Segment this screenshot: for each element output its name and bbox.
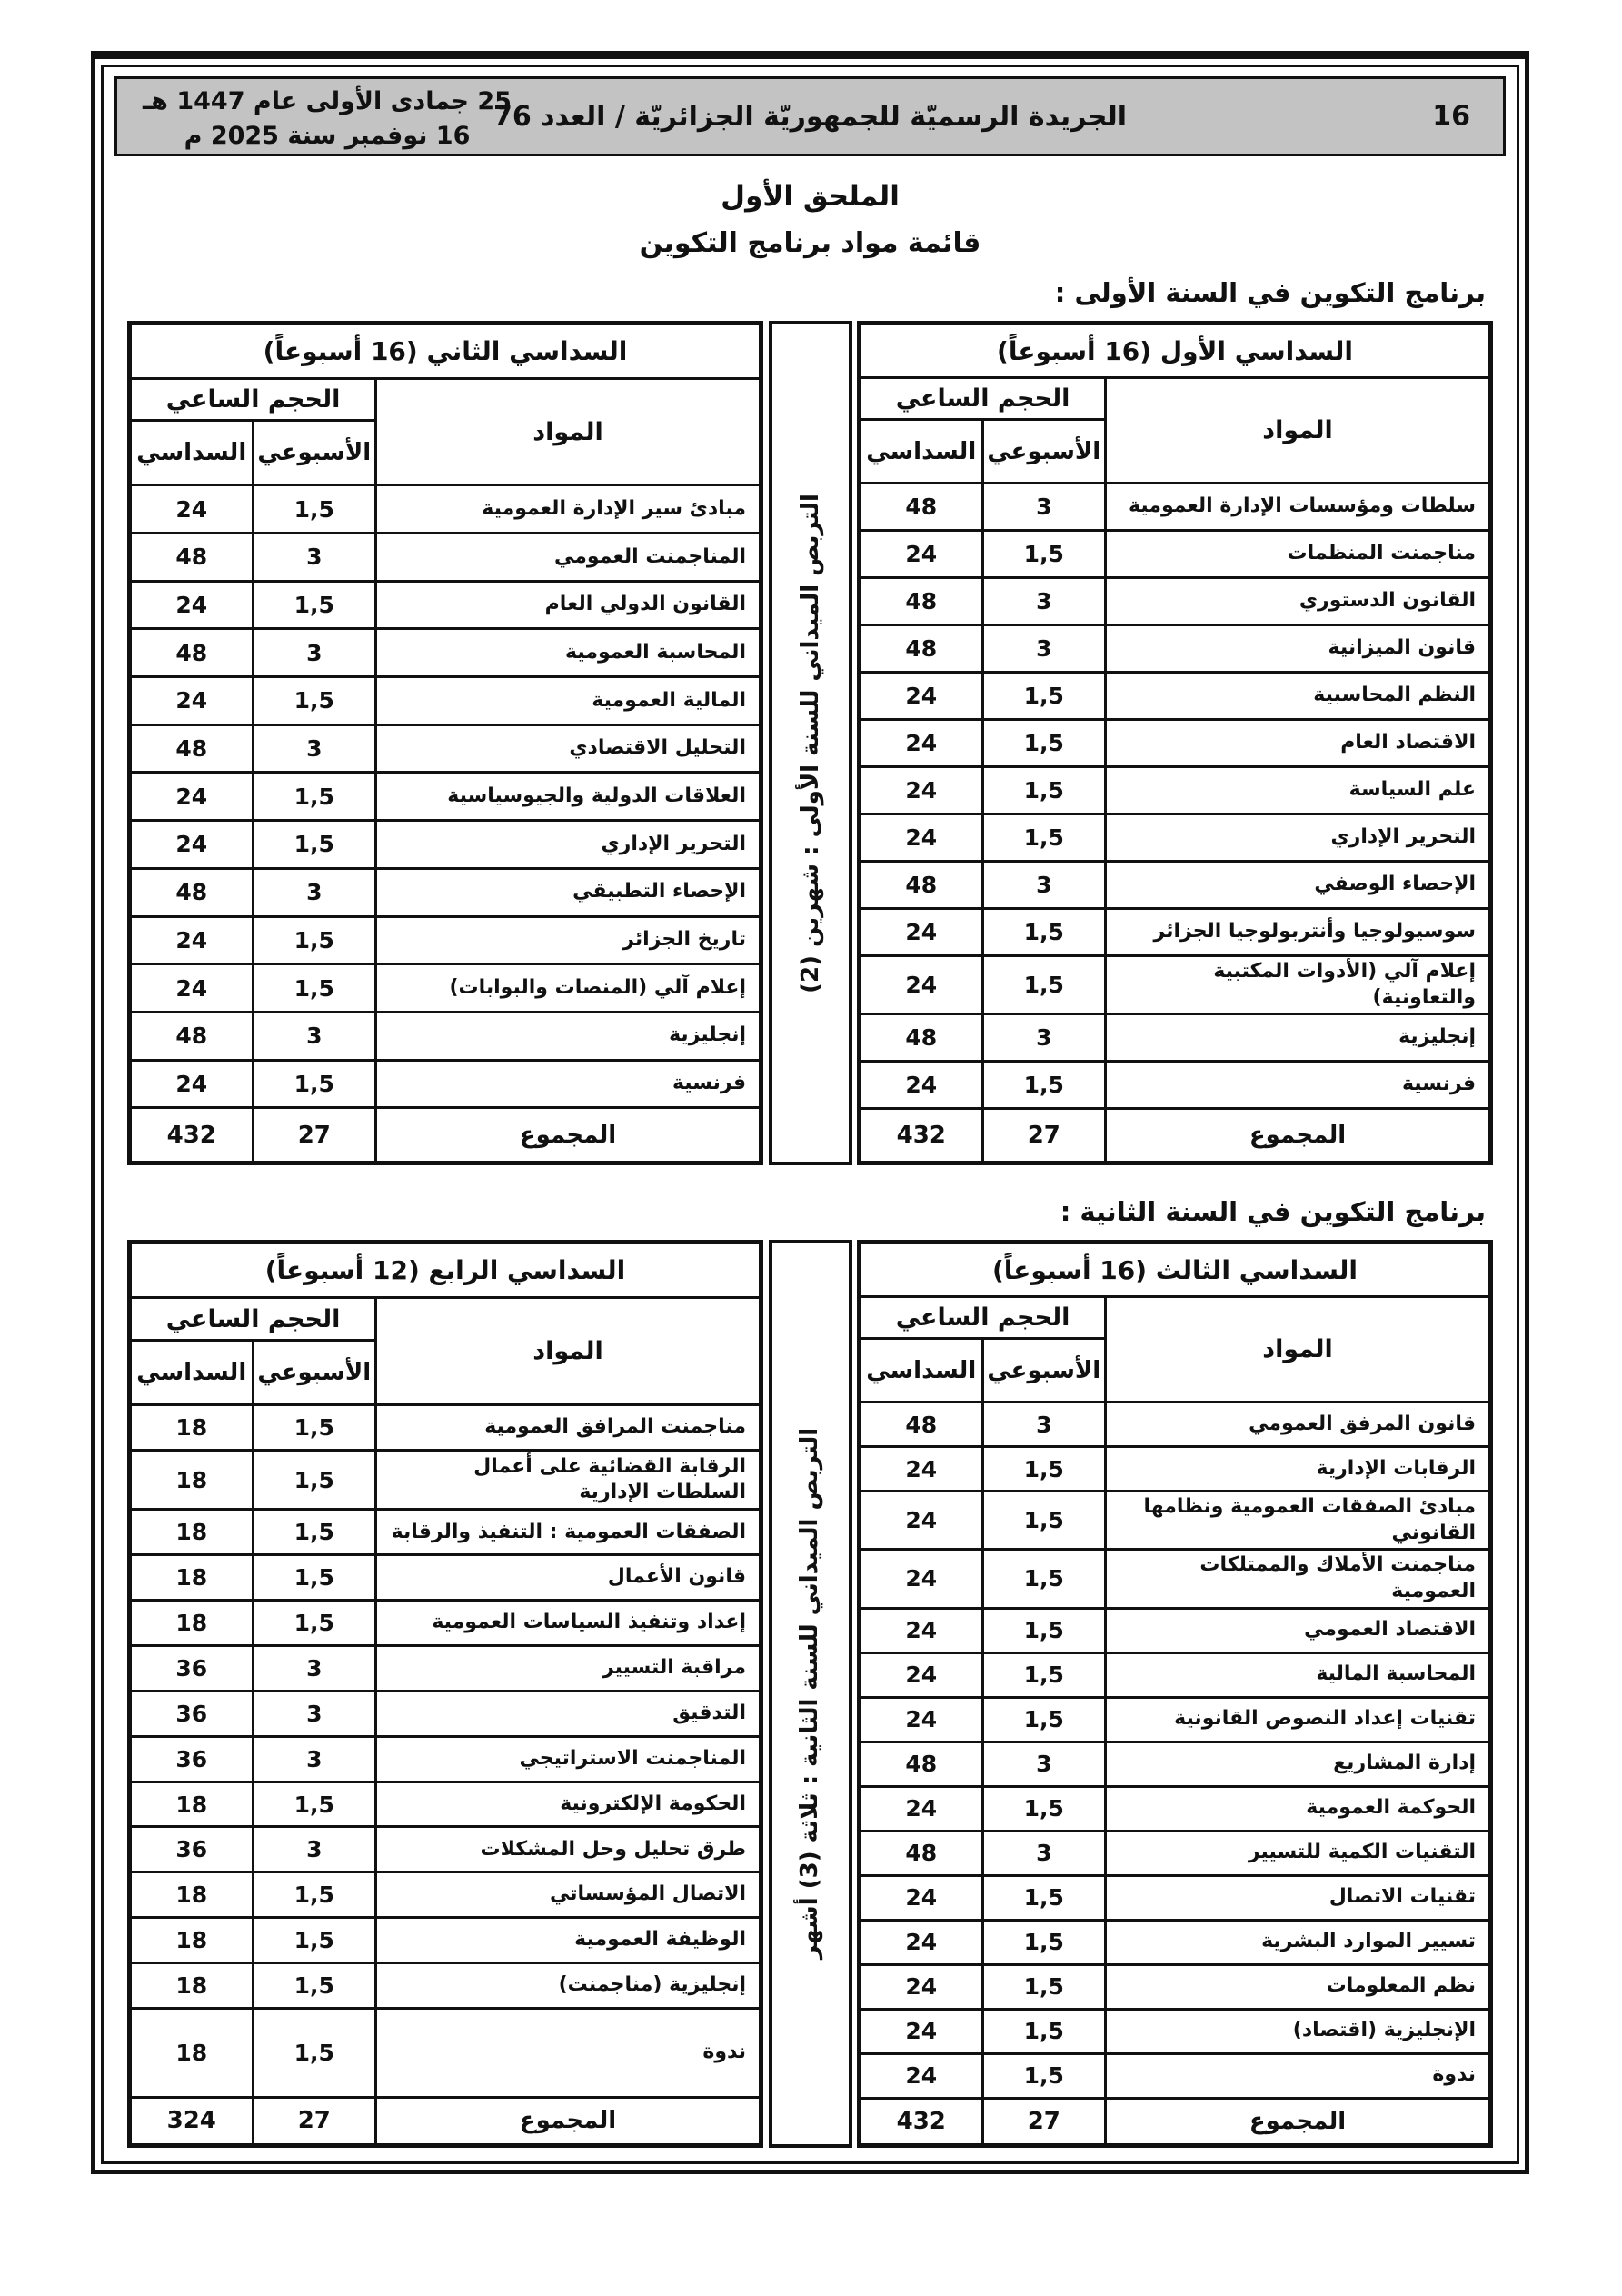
- subject-row: [860, 2053, 1491, 2098]
- subject-row: [860, 1742, 1491, 1786]
- weekly-hours-cell: 1,5: [253, 1782, 376, 1827]
- semester-hours-cell: 24: [130, 821, 254, 869]
- semester-hours-cell: 48: [130, 1012, 254, 1060]
- table-title: السداسي الثاني (16 أسبوعاً): [130, 324, 761, 379]
- weekly-hours-cell: 1,5: [253, 1555, 376, 1601]
- weekly-hours-cell: 1,5: [253, 1872, 376, 1918]
- weekly-hours-cell: 1,5: [982, 767, 1106, 814]
- semester-hours-cell: 48: [860, 1403, 983, 1447]
- subject-row: [860, 1831, 1491, 1875]
- weekly-hours-cell: 1,5: [253, 1451, 376, 1510]
- semester-hours-cell: 18: [130, 1555, 254, 1601]
- table-header-row-1: [130, 378, 761, 421]
- subject-row: [860, 673, 1491, 720]
- table-title-row: [860, 324, 1491, 378]
- subject-cell: القانون الدستوري: [1106, 578, 1491, 625]
- subject-cell: المحاسبة العمومية: [376, 629, 761, 677]
- weekly-hours-cell: 3: [982, 484, 1106, 531]
- subject-cell: فرنسية: [1106, 1062, 1491, 1109]
- subject-row: [130, 724, 761, 773]
- semester-hours-cell: 24: [860, 767, 983, 814]
- subject-cell: إنجليزية: [376, 1012, 761, 1060]
- weekly-hours-cell: 3: [253, 1827, 376, 1872]
- semester-hours-cell: 18: [130, 1963, 254, 2009]
- semester-hours-cell: 48: [860, 1014, 983, 1062]
- semester-hours-cell: 24: [860, 1447, 983, 1492]
- weekly-hours-cell: 3: [982, 625, 1106, 673]
- subject-row: [860, 578, 1491, 625]
- year-two-tables-row: [104, 1240, 1517, 2147]
- total-label-cell: المجموع: [376, 1108, 761, 1163]
- subject-cell: النظم المحاسبية: [1106, 673, 1491, 720]
- weekly-hours-cell: 3: [982, 862, 1106, 909]
- weekly-column-header: الأسبوعي: [253, 421, 376, 485]
- subject-cell: ندوة: [376, 2008, 761, 2097]
- semester-hours-cell: 24: [130, 485, 254, 534]
- semester-hours-cell: 24: [130, 677, 254, 725]
- semester-hours-cell: 24: [860, 720, 983, 767]
- subject-row: [130, 1736, 761, 1782]
- subject-row: [860, 625, 1491, 673]
- total-weekly-cell: 27: [253, 2097, 376, 2145]
- weekly-hours-cell: 1,5: [982, 909, 1106, 956]
- year-one-program-title: برنامج التكوين في السنة الأولى :: [1054, 277, 1486, 308]
- subject-cell: الاتصال المؤسساتي: [376, 1872, 761, 1918]
- semester-hours-cell: 18: [130, 1872, 254, 1918]
- semester-column-header: السداسي: [130, 421, 254, 485]
- weekly-hours-cell: 1,5: [982, 1652, 1106, 1697]
- subject-row: [130, 1601, 761, 1646]
- semester-hours-cell: 24: [860, 956, 983, 1014]
- subject-cell: فرنسية: [376, 1060, 761, 1108]
- total-weekly-cell: 27: [982, 2098, 1106, 2145]
- semester-hours-cell: 18: [130, 1405, 254, 1451]
- weekly-hours-cell: 3: [253, 724, 376, 773]
- subjects-column-header: المواد: [376, 378, 761, 485]
- weekly-hours-cell: 1,5: [982, 1964, 1106, 2009]
- semester-hours-cell: 36: [130, 1736, 254, 1782]
- subjects-column-header: المواد: [376, 1298, 761, 1405]
- weekly-hours-cell: 3: [982, 1742, 1106, 1786]
- semester-hours-cell: 24: [860, 1786, 983, 1831]
- subject-cell: التحرير الإداري: [1106, 814, 1491, 862]
- subject-cell: المناجمنت الاستراتيجي: [376, 1736, 761, 1782]
- semester-hours-cell: 24: [860, 1875, 983, 1920]
- subject-row: [860, 1920, 1491, 1964]
- semester-hours-cell: 48: [130, 724, 254, 773]
- semester-hours-cell: 18: [130, 2008, 254, 2097]
- subject-row: [130, 485, 761, 534]
- semester-hours-cell: 24: [860, 2053, 983, 2098]
- weekly-column-header: الأسبوعي: [253, 1341, 376, 1405]
- year-two-internship-strip: [769, 1240, 852, 2147]
- weekly-hours-cell: 1,5: [982, 1875, 1106, 1920]
- total-row: [130, 1108, 761, 1163]
- semester-one-table: [857, 321, 1493, 1165]
- subject-cell: مناجمنت المرافق العمومية: [376, 1405, 761, 1451]
- semester-hours-cell: 18: [130, 1451, 254, 1510]
- weekly-hours-cell: 1,5: [982, 531, 1106, 578]
- hourly-volume-header: الحجم الساعي: [860, 1297, 1106, 1339]
- total-row: [860, 2098, 1491, 2145]
- weekly-hours-cell: 1,5: [982, 2009, 1106, 2053]
- year-one-section: [104, 277, 1517, 1165]
- subject-row: [130, 916, 761, 964]
- weekly-hours-cell: 1,5: [253, 1405, 376, 1451]
- table-title: السداسي الرابع (12 أسبوعاً): [130, 1243, 761, 1298]
- subject-cell: إنجليزية: [1106, 1014, 1491, 1062]
- subject-cell: الحكومة الإلكترونية: [376, 1782, 761, 1827]
- total-label-cell: المجموع: [1106, 1109, 1491, 1163]
- semester-hours-cell: 48: [860, 625, 983, 673]
- subjects-column-header: المواد: [1106, 1297, 1491, 1403]
- weekly-hours-cell: 1,5: [982, 2053, 1106, 2098]
- weekly-column-header: الأسبوعي: [982, 1339, 1106, 1403]
- weekly-hours-cell: 1,5: [253, 485, 376, 534]
- year-one-tables-row: [104, 321, 1517, 1165]
- table-title-row: [130, 324, 761, 379]
- semester-hours-cell: 48: [860, 484, 983, 531]
- total-label-cell: المجموع: [1106, 2098, 1491, 2145]
- semester-hours-cell: 48: [860, 578, 983, 625]
- semester-hours-cell: 36: [130, 1646, 254, 1692]
- semester-hours-cell: 18: [130, 1918, 254, 1963]
- subject-row: [860, 767, 1491, 814]
- subject-row: [130, 773, 761, 821]
- weekly-hours-cell: 3: [253, 534, 376, 582]
- subject-cell: إنجليزية (مناجمنت): [376, 1963, 761, 2009]
- subject-cell: التحرير الإداري: [376, 821, 761, 869]
- subject-cell: القانون الدولي العام: [376, 581, 761, 629]
- weekly-hours-cell: 1,5: [253, 1963, 376, 2009]
- subject-row: [860, 531, 1491, 578]
- subject-row: [860, 1403, 1491, 1447]
- weekly-hours-cell: 1,5: [253, 1510, 376, 1555]
- subject-row: [860, 1875, 1491, 1920]
- subject-cell: المالية العمومية: [376, 677, 761, 725]
- semester-hours-cell: 24: [130, 581, 254, 629]
- semester-hours-cell: 24: [860, 1920, 983, 1964]
- year-two-internship-note: التربص الميداني للسنة الثانية : ثلاثة (3) أشهر: [796, 1428, 824, 1960]
- subject-row: [130, 1451, 761, 1510]
- subject-row: [130, 1827, 761, 1872]
- subject-row: [130, 964, 761, 1013]
- subject-cell: تاريخ الجزائر: [376, 916, 761, 964]
- subject-row: [130, 1782, 761, 1827]
- weekly-hours-cell: 1,5: [253, 581, 376, 629]
- weekly-hours-cell: 3: [982, 1831, 1106, 1875]
- subject-cell: الاقتصاد العمومي: [1106, 1608, 1491, 1652]
- subjects-column-header: المواد: [1106, 378, 1491, 484]
- total-row: [860, 1109, 1491, 1163]
- semester-hours-cell: 24: [860, 673, 983, 720]
- semester-hours-cell: 48: [130, 629, 254, 677]
- subject-row: [130, 868, 761, 916]
- weekly-column-header: الأسبوعي: [982, 420, 1106, 484]
- subject-row: [130, 1691, 761, 1736]
- semester-hours-cell: 24: [130, 773, 254, 821]
- semester-three-table: [857, 1240, 1493, 2147]
- weekly-hours-cell: 3: [253, 1691, 376, 1736]
- semester-column-header: السداسي: [860, 420, 983, 484]
- subject-row: [860, 862, 1491, 909]
- weekly-hours-cell: 1,5: [982, 1492, 1106, 1550]
- subject-cell: التقنيات الكمية للتسيير: [1106, 1831, 1491, 1875]
- hourly-volume-header: الحجم الساعي: [130, 378, 376, 421]
- semester-hours-cell: 48: [860, 1831, 983, 1875]
- weekly-hours-cell: 1,5: [982, 814, 1106, 862]
- subject-cell: ندوة: [1106, 2053, 1491, 2098]
- subject-cell: الصفقات العمومية : التنفيذ والرقابة: [376, 1510, 761, 1555]
- weekly-hours-cell: 1,5: [982, 720, 1106, 767]
- semester-hours-cell: 24: [860, 814, 983, 862]
- subject-row: [130, 1405, 761, 1451]
- subject-row: [130, 1510, 761, 1555]
- subject-cell: الرقابات الإدارية: [1106, 1447, 1491, 1492]
- issue-date-gregorian: 16 نوفمبر سنة 2025 م: [184, 121, 471, 150]
- weekly-hours-cell: 1,5: [982, 1920, 1106, 1964]
- subject-row: [860, 1447, 1491, 1492]
- total-weekly-cell: 27: [982, 1109, 1106, 1163]
- subject-row: [130, 629, 761, 677]
- subject-cell: المحاسبة المالية: [1106, 1652, 1491, 1697]
- subject-cell: التدقيق: [376, 1691, 761, 1736]
- subject-cell: مناجمنت الأملاك والممتلكات العمومية: [1106, 1550, 1491, 1608]
- weekly-hours-cell: 3: [253, 1646, 376, 1692]
- weekly-hours-cell: 1,5: [982, 1786, 1106, 1831]
- subject-cell: مراقبة التسيير: [376, 1646, 761, 1692]
- subject-cell: إعلام آلي (المنصات والبوابات): [376, 964, 761, 1013]
- subject-row: [130, 821, 761, 869]
- subject-cell: إعلام آلي (الأدوات المكتبية والتعاونية): [1106, 956, 1491, 1014]
- subject-row: [130, 1963, 761, 2009]
- subject-row: [130, 1872, 761, 1918]
- weekly-hours-cell: 1,5: [982, 1447, 1106, 1492]
- semester-hours-cell: 48: [130, 868, 254, 916]
- weekly-hours-cell: 1,5: [982, 1697, 1106, 1742]
- subject-cell: قانون الأعمال: [376, 1555, 761, 1601]
- journal-title: الجريدة الرسميّة للجمهوريّة الجزائريّة / العدد 76: [493, 100, 1128, 133]
- weekly-hours-cell: 1,5: [982, 673, 1106, 720]
- semester-hours-cell: 48: [130, 534, 254, 582]
- total-row: [130, 2097, 761, 2145]
- semester-hours-cell: 24: [130, 916, 254, 964]
- semester-hours-cell: 24: [130, 964, 254, 1013]
- table-title-row: [860, 1243, 1491, 1297]
- subject-cell: طرق تحليل وحل المشكلات: [376, 1827, 761, 1872]
- subject-cell: سوسيولوجيا وأنتربولوجيا الجزائر: [1106, 909, 1491, 956]
- subject-cell: إدارة المشاريع: [1106, 1742, 1491, 1786]
- weekly-hours-cell: 1,5: [982, 1550, 1106, 1608]
- subject-cell: تقنيات الاتصال: [1106, 1875, 1491, 1920]
- subject-row: [130, 581, 761, 629]
- subject-cell: علم السياسة: [1106, 767, 1491, 814]
- page-frame: [91, 51, 1529, 2174]
- subject-cell: الاقتصاد العام: [1106, 720, 1491, 767]
- weekly-hours-cell: 3: [253, 1012, 376, 1060]
- semester-hours-cell: 24: [860, 2009, 983, 2053]
- subject-cell: تسيير الموارد البشرية: [1106, 1920, 1491, 1964]
- subject-cell: مبادئ سير الإدارة العمومية: [376, 485, 761, 534]
- semester-hours-cell: 36: [130, 1691, 254, 1736]
- total-semester-cell: 432: [860, 2098, 983, 2145]
- semester-hours-cell: 18: [130, 1510, 254, 1555]
- hourly-volume-header: الحجم الساعي: [860, 378, 1106, 420]
- total-label-cell: المجموع: [376, 2097, 761, 2145]
- table-header-row-1: [860, 1297, 1491, 1339]
- weekly-hours-cell: 3: [253, 868, 376, 916]
- subject-row: [860, 720, 1491, 767]
- subject-cell: الإحصاء الوصفي: [1106, 862, 1491, 909]
- weekly-hours-cell: 1,5: [253, 821, 376, 869]
- weekly-hours-cell: 3: [982, 1014, 1106, 1062]
- semester-hours-cell: 18: [130, 1601, 254, 1646]
- weekly-hours-cell: 1,5: [253, 916, 376, 964]
- subject-cell: الإحصاء التطبيقي: [376, 868, 761, 916]
- year-two-section: [104, 1196, 1517, 2147]
- semester-two-table: [127, 321, 763, 1165]
- table-header-row-1: [130, 1298, 761, 1341]
- semester-hours-cell: 48: [860, 1742, 983, 1786]
- subject-row: [860, 2009, 1491, 2053]
- semester-column-header: السداسي: [130, 1341, 254, 1405]
- subject-cell: العلاقات الدولية والجيوسياسية: [376, 773, 761, 821]
- subject-cell: قانون المرفق العمومي: [1106, 1403, 1491, 1447]
- subject-row: [130, 1555, 761, 1601]
- annex-title: الملحق الأول: [721, 180, 900, 213]
- semester-hours-cell: 48: [860, 862, 983, 909]
- semester-hours-cell: 24: [860, 1697, 983, 1742]
- total-semester-cell: 324: [130, 2097, 254, 2145]
- table-title: السداسي الثالث (16 أسبوعاً): [860, 1243, 1491, 1297]
- subject-cell: قانون الميزانية: [1106, 625, 1491, 673]
- subject-cell: تقنيات إعداد النصوص القانونية: [1106, 1697, 1491, 1742]
- weekly-hours-cell: 1,5: [982, 1608, 1106, 1652]
- subject-cell: الحوكمة العمومية: [1106, 1786, 1491, 1831]
- weekly-hours-cell: 1,5: [982, 956, 1106, 1014]
- table-title-row: [130, 1243, 761, 1298]
- subject-row: [130, 534, 761, 582]
- subject-row: [860, 814, 1491, 862]
- hourly-volume-header: الحجم الساعي: [130, 1298, 376, 1341]
- semester-hours-cell: 24: [130, 1060, 254, 1108]
- subject-row: [860, 1697, 1491, 1742]
- subject-row: [130, 1646, 761, 1692]
- semester-hours-cell: 36: [130, 1827, 254, 1872]
- subject-row: [130, 677, 761, 725]
- subject-row: [860, 956, 1491, 1014]
- weekly-hours-cell: 1,5: [253, 1601, 376, 1646]
- semester-hours-cell: 24: [860, 909, 983, 956]
- subject-cell: نظم المعلومات: [1106, 1964, 1491, 2009]
- table-title: السداسي الأول (16 أسبوعاً): [860, 324, 1491, 378]
- subject-row: [860, 1652, 1491, 1697]
- weekly-hours-cell: 1,5: [253, 964, 376, 1013]
- annex-subtitle: قائمة مواد برنامج التكوين: [639, 227, 981, 259]
- weekly-hours-cell: 3: [982, 1403, 1106, 1447]
- year-one-internship-strip: [769, 321, 852, 1165]
- weekly-hours-cell: 1,5: [253, 1918, 376, 1963]
- subject-row: [860, 909, 1491, 956]
- weekly-hours-cell: 1,5: [982, 1062, 1106, 1109]
- subject-row: [130, 1012, 761, 1060]
- subject-cell: سلطات ومؤسسات الإدارة العمومية: [1106, 484, 1491, 531]
- header-band: [114, 76, 1506, 156]
- weekly-hours-cell: 1,5: [253, 677, 376, 725]
- subject-row: [130, 1060, 761, 1108]
- subject-cell: الوظيفة العمومية: [376, 1918, 761, 1963]
- weekly-hours-cell: 1,5: [253, 773, 376, 821]
- subject-row: [860, 1964, 1491, 2009]
- weekly-hours-cell: 3: [253, 629, 376, 677]
- subject-cell: الإنجليزية (اقتصاد): [1106, 2009, 1491, 2053]
- total-semester-cell: 432: [130, 1108, 254, 1163]
- subject-cell: الرقابة القضائية على أعمال السلطات الإدارية: [376, 1451, 761, 1510]
- subject-row: [860, 1014, 1491, 1062]
- semester-hours-cell: 24: [860, 1492, 983, 1550]
- semester-column-header: السداسي: [860, 1339, 983, 1403]
- semester-hours-cell: 24: [860, 1550, 983, 1608]
- semester-hours-cell: 24: [860, 1062, 983, 1109]
- total-weekly-cell: 27: [253, 1108, 376, 1163]
- subject-row: [860, 1062, 1491, 1109]
- year-two-program-title: برنامج التكوين في السنة الثانية :: [1060, 1196, 1486, 1228]
- semester-four-table: [127, 1240, 763, 2147]
- subject-cell: مناجمنت المنظمات: [1106, 531, 1491, 578]
- subject-cell: إعداد وتنفيذ السياسات العمومية: [376, 1601, 761, 1646]
- table-header-row-1: [860, 378, 1491, 420]
- subject-cell: مبادئ الصفقات العمومية ونظامها القانوني: [1106, 1492, 1491, 1550]
- weekly-hours-cell: 3: [982, 578, 1106, 625]
- subject-row: [860, 484, 1491, 531]
- subject-cell: التحليل الاقتصادي: [376, 724, 761, 773]
- subject-row: [130, 1918, 761, 1963]
- semester-hours-cell: 18: [130, 1782, 254, 1827]
- semester-hours-cell: 24: [860, 1608, 983, 1652]
- semester-hours-cell: 24: [860, 1964, 983, 2009]
- year-one-internship-note: التربص الميداني للسنة الأولى : شهرين (2): [796, 493, 824, 993]
- page-number: 16: [1432, 100, 1470, 133]
- subject-row: [860, 1550, 1491, 1608]
- subject-cell: المناجمنت العمومي: [376, 534, 761, 582]
- issue-date-hijri: 25 جمادى الأولى عام 1447 هـ: [143, 87, 512, 115]
- weekly-hours-cell: 1,5: [253, 2008, 376, 2097]
- semester-hours-cell: 24: [860, 1652, 983, 1697]
- total-semester-cell: 432: [860, 1109, 983, 1163]
- subject-row: [860, 1786, 1491, 1831]
- subject-row: [860, 1608, 1491, 1652]
- weekly-hours-cell: 1,5: [253, 1060, 376, 1108]
- semester-hours-cell: 24: [860, 531, 983, 578]
- page-frame-inner: [101, 65, 1519, 2164]
- subject-row: [860, 1492, 1491, 1550]
- weekly-hours-cell: 3: [253, 1736, 376, 1782]
- subject-row: [130, 2008, 761, 2097]
